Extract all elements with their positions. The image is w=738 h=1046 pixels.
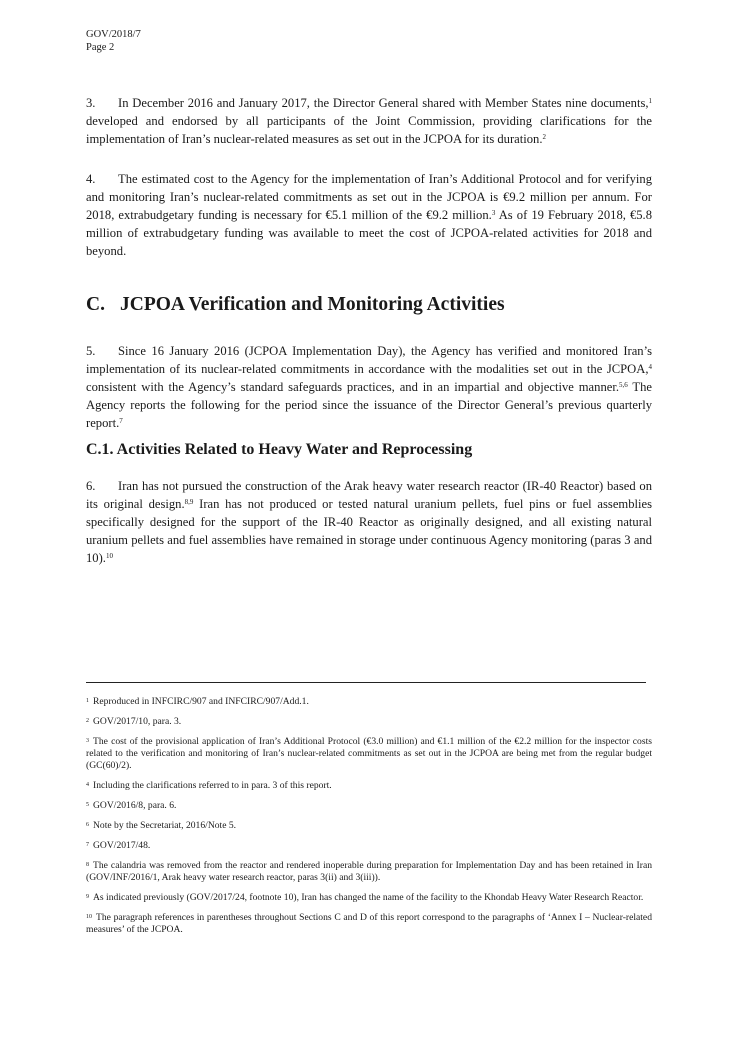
document-reference: GOV/2018/7	[86, 29, 141, 40]
footnote-ref[interactable]: 2	[542, 133, 547, 141]
paragraph-text: developed and endorsed by all participants of the Joint Commission, providing clarifications for the implementation of Iran’s nuclear-related measures as set out in the JCPOA for its duration.	[86, 114, 652, 146]
footnote-number: 4	[86, 782, 89, 788]
paragraph-5	[86, 342, 652, 432]
footnote-text: The paragraph references in parentheses throughout Sections C and D of this report correspond to the paragraphs of ‘Annex I – Nuclear-related measures’ of the JCPOA.	[86, 912, 652, 935]
footnote-text: GOV/2016/8, para. 6.	[93, 800, 177, 811]
paragraph-text: consistent with the Agency’s standard safeguards practices, and in an impartial and objective manner.	[86, 380, 619, 394]
footnote	[86, 840, 652, 852]
paragraph-6	[86, 477, 652, 567]
footnote	[86, 696, 652, 708]
footnote-text: GOV/2017/48.	[93, 840, 151, 851]
footnotes-list	[86, 696, 652, 944]
paragraph-text: Iran has not produced or tested natural uranium pellets, fuel pins or fuel assemblies specifically designed for the support of the IR-40 Reactor as originally designed, and all existing natural uranium pellets and fuel assemblies have remained in storage under continuous Agency monitoring (paras 3 and 10).	[86, 497, 652, 565]
paragraph-text: As of 19 February 2018, €5.8 million of extrabudgetary funding was available to meet the cost of JCPOA-related activities for 2018 and beyond.	[86, 208, 653, 258]
footnote	[86, 912, 652, 936]
paragraph-number: 4.	[86, 172, 96, 186]
footnote-text: Including the clarifications referred to in para. 3 of this report.	[93, 780, 332, 791]
footnote-ref[interactable]: 4	[648, 363, 652, 371]
footnote-number: 5	[86, 802, 89, 808]
footnote-text: The cost of the provisional application of Iran’s Additional Protocol (€3.0 million) and €1.1 million of the €2.2 million for the inspector costs related to the verification and monitoring of Iran’s nuclear-related commitments as set out in the JCPOA are being met from the regular budget (GC(60)/2).	[86, 736, 652, 771]
paragraph-text: The estimated cost to the Agency for the implementation of Iran’s Additional Protocol and for verifying and monitoring Iran’s nuclear-related commitments as set out in the JCPOA is €9.2 million per annum. For 2018, extrabudgetary funding is necessary for €5.1 million of the €9.2 million.	[86, 172, 652, 222]
footnote-number: 1	[86, 698, 89, 704]
footnote	[86, 736, 652, 772]
footnote-ref[interactable]: 10	[105, 552, 113, 560]
footnote-text: The calandria was removed from the reactor and rendered inoperable during preparation for Implementation Day and has been retained in Iran (GOV/INF/2016/1, Arak heavy water research reactor, paras 3(ii) and 3(iii)).	[86, 860, 652, 883]
paragraph-4	[86, 170, 652, 260]
section-title: JCPOA Verification and Monitoring Activities	[120, 294, 505, 315]
section-heading-c	[86, 294, 505, 316]
footnote-ref[interactable]: 7	[119, 417, 123, 425]
paragraph-number: 5.	[86, 344, 96, 358]
footnote-number: 10	[86, 914, 92, 920]
footnote	[86, 860, 652, 884]
footnote	[86, 780, 652, 792]
section-letter: C.	[86, 294, 105, 315]
paragraph-text: The Agency reports the following for the period since the issuance of the Director General’s previous quarterly report.	[86, 380, 652, 430]
footnote-ref[interactable]: 3	[491, 209, 496, 217]
footnote-text: As indicated previously (GOV/2017/24, footnote 10), Iran has changed the name of the facility to the Khondab Heavy Water Research Reactor.	[93, 892, 644, 903]
paragraph-number: 6.	[86, 479, 96, 493]
footnote-number: 3	[86, 738, 89, 744]
footnote-number: 2	[86, 718, 89, 724]
footnote-number: 8	[86, 862, 89, 868]
footnote-text: GOV/2017/10, para. 3.	[93, 716, 182, 727]
subsection-heading-c1: C.1. Activities Related to Heavy Water and Reprocessing	[86, 441, 473, 458]
footnote-ref[interactable]: 5,6	[618, 381, 628, 389]
footnote	[86, 820, 652, 832]
page-header	[86, 28, 141, 54]
footnote-text: Note by the Secretariat, 2016/Note 5.	[93, 820, 237, 831]
paragraph-3	[86, 94, 652, 148]
footnote-separator	[86, 682, 646, 683]
footnote-ref[interactable]: 8,9	[184, 498, 194, 506]
paragraph-text: Iran has not pursued the construction of the Arak heavy water research reactor (IR-40 Reactor) based on its original design.	[86, 479, 652, 511]
paragraph-text: In December 2016 and January 2017, the Director General shared with Member States nine documents,	[118, 96, 649, 110]
paragraph-text: Since 16 January 2016 (JCPOA Implementation Day), the Agency has verified and monitored Iran’s implementation of its nuclear-related commitments in accordance with the modalities set out in the JCPOA,	[86, 344, 652, 376]
footnote	[86, 892, 652, 904]
footnote-number: 9	[86, 894, 89, 900]
footnote	[86, 800, 652, 812]
footnote	[86, 716, 652, 728]
paragraph-number: 3.	[86, 96, 96, 110]
footnote-number: 6	[86, 822, 89, 828]
footnote-ref[interactable]: 1	[648, 97, 652, 105]
footnote-number: 7	[86, 842, 89, 848]
page-number: Page 2	[86, 42, 115, 53]
footnote-text: Reproduced in INFCIRC/907 and INFCIRC/907/Add.1.	[93, 696, 309, 707]
